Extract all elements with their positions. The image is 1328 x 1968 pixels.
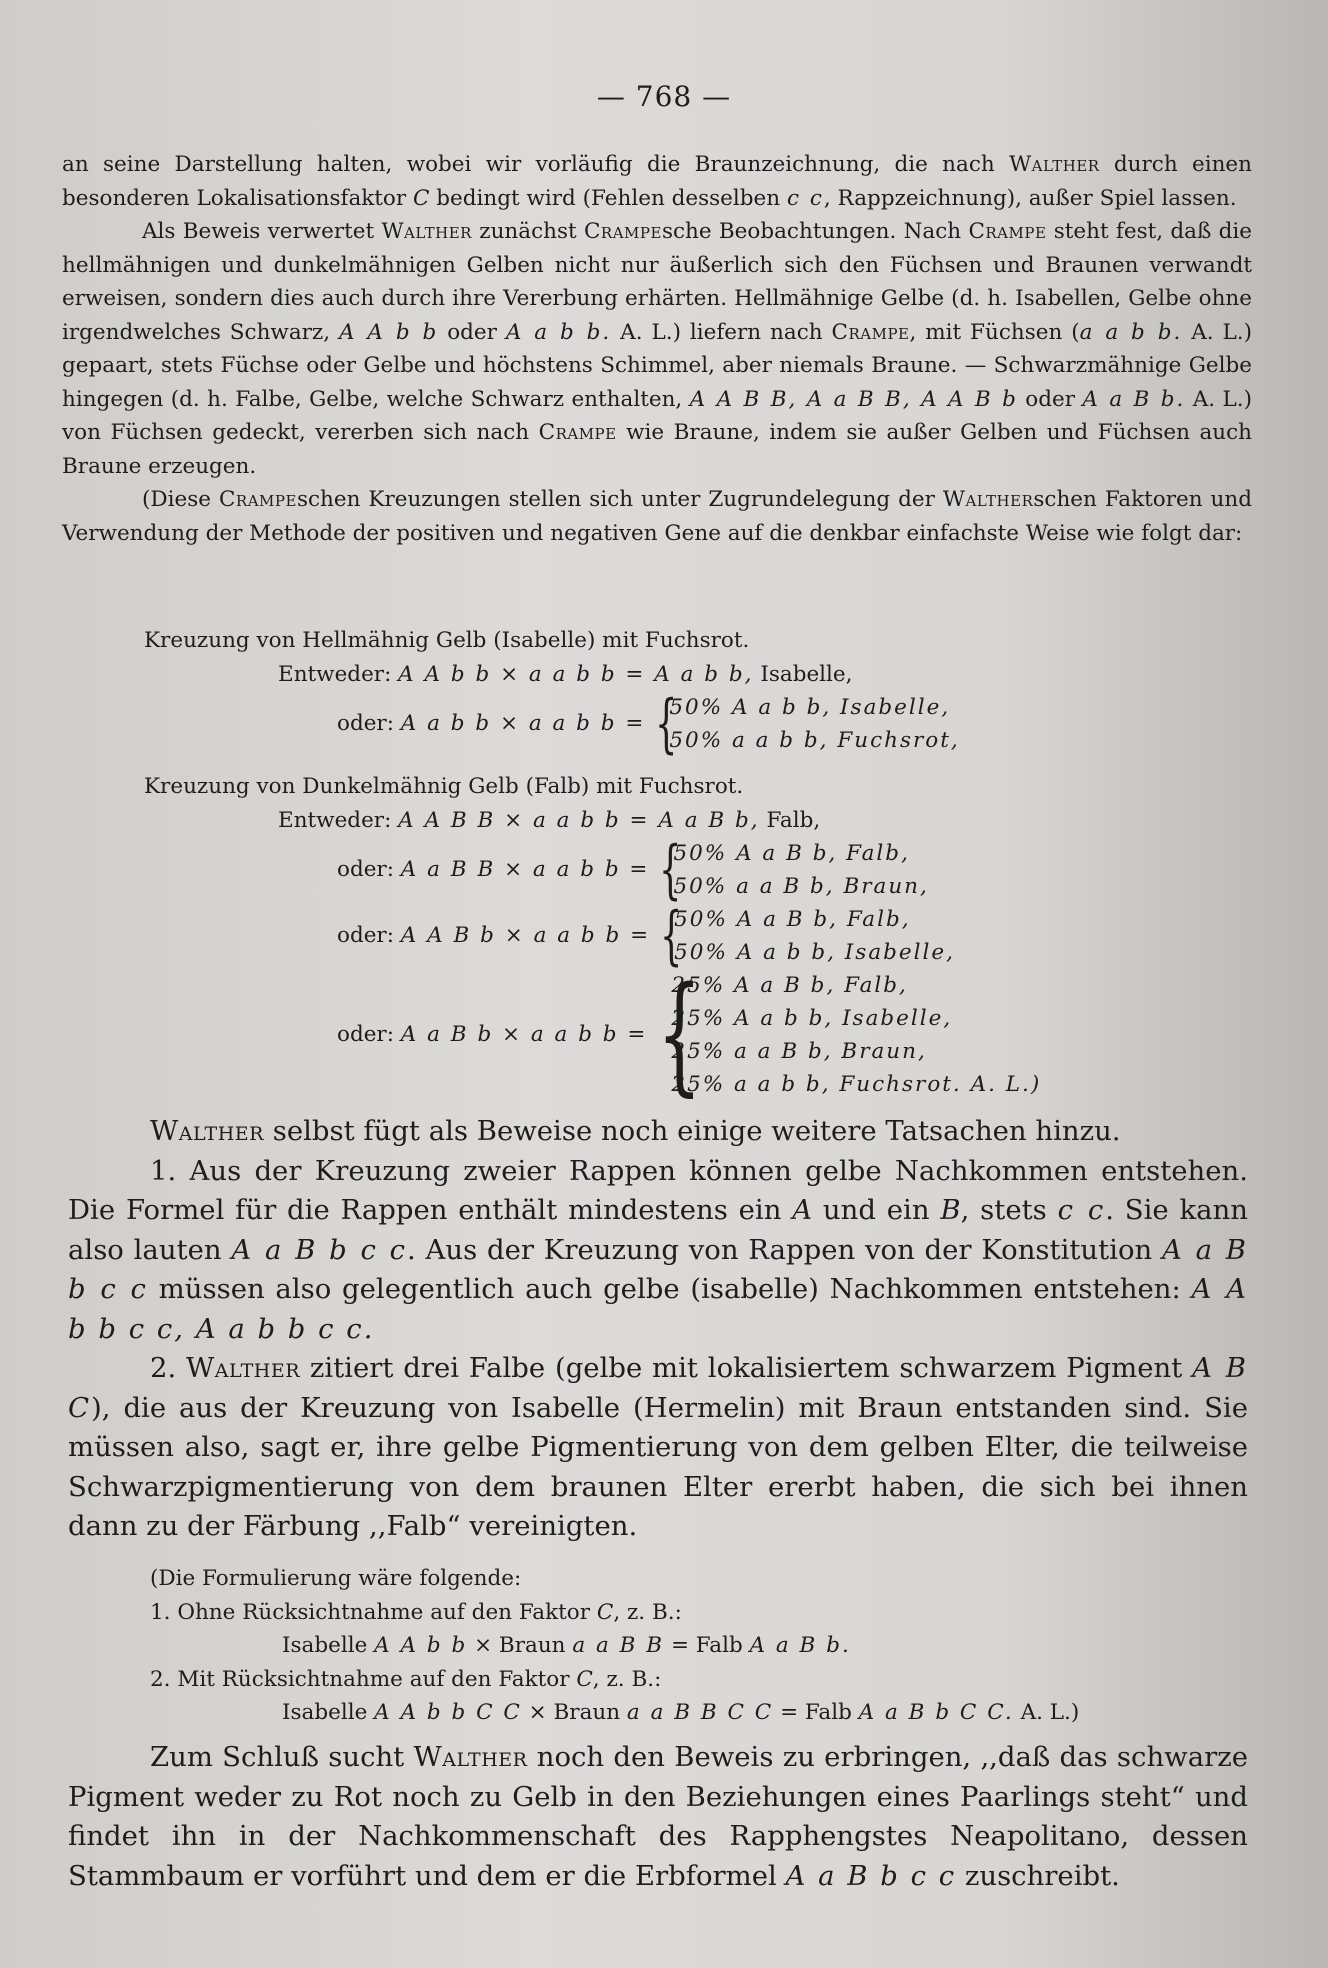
author-name: Crampe [968, 219, 1047, 244]
cross-2-block [62, 770, 1252, 1109]
cross-2-oder-1 [62, 833, 1252, 907]
text: Zum Schluß sucht [150, 1741, 414, 1773]
paragraph-1 [62, 148, 1252, 215]
oder-lhs [337, 919, 656, 953]
label: oder: [337, 857, 394, 883]
formula: A [792, 1194, 813, 1226]
text: und ein [812, 1194, 941, 1226]
text: × Braun [521, 1700, 627, 1725]
cross-1-oder [62, 687, 1252, 761]
small-print-block [62, 148, 1252, 550]
page-number: — 768 — [596, 80, 732, 113]
formulation-intro: (Die Formulierung wäre folgende: [150, 1566, 522, 1591]
text: (Diese [142, 487, 219, 512]
paragraph-4 [68, 1112, 1248, 1152]
formula: c c [786, 185, 824, 211]
text: A. L.) von Füchsen gedeckt, vererben sich nach [62, 386, 1253, 445]
formula: B [940, 1194, 961, 1226]
formula: A a B b c c [785, 1859, 957, 1892]
cross-2-entweder [62, 804, 1252, 838]
text: × Braun [467, 1633, 573, 1658]
case: 50% A a b b, Isabelle, [669, 695, 951, 720]
author-name: Crampe [218, 487, 297, 512]
formula: a a B B C C [626, 1700, 774, 1725]
formula: A a b b. [505, 319, 612, 345]
text: an seine Darstellung halten, wobei wir vorläufig die Braunzeichnung, die nach [62, 152, 1010, 177]
text: Isabelle [282, 1633, 375, 1658]
paragraph-2 [62, 215, 1252, 483]
result-cases [669, 691, 959, 757]
formula: A A b b c c, A a b b c c. [68, 1273, 1248, 1345]
result: Isabelle, [760, 661, 853, 687]
oder-lhs [337, 853, 655, 887]
text: oder [438, 319, 506, 345]
text: selbst fügt als Beweise noch einige weitere Tatsachen hinzu. [263, 1115, 1121, 1147]
text: . Sie kann also lauten [68, 1194, 1248, 1266]
text: oder [1017, 386, 1083, 412]
oder-lhs [337, 1018, 653, 1052]
text: = Falb [773, 1700, 859, 1725]
formula: A a B b c c [231, 1233, 408, 1266]
author-name: Walther [413, 1741, 528, 1773]
formulation-item-1-formula [150, 1629, 1250, 1663]
cross-2-oder-3 [62, 960, 1252, 1109]
author-name: Walther [186, 1352, 301, 1384]
result-cases [673, 837, 928, 903]
formula: A A B B × a a b b = A a B b, [398, 807, 760, 833]
formulation-item-2 [150, 1663, 1250, 1697]
label: 1. Ohne Rücksichtnahme auf den Faktor [150, 1599, 597, 1625]
formula: A A b b C C [374, 1700, 522, 1725]
formula: A a B b C C. [858, 1700, 1014, 1725]
formula: A a B b c c [68, 1233, 1249, 1305]
formula: A a B b × a a b b = [400, 1022, 648, 1048]
text: , z. B.: [592, 1666, 662, 1692]
author-name: Crampe [538, 420, 617, 445]
text: 2. [150, 1352, 187, 1384]
case: 25% a a B b, Braun, [671, 1039, 927, 1064]
result: Falb, [766, 807, 821, 833]
text: , mit Füchsen ( [909, 319, 1080, 345]
text: bedingt wird (Fehlen desselben [429, 185, 787, 211]
case: 25% A a b b, Isabelle, [671, 1006, 953, 1031]
formula: a a B B [572, 1633, 665, 1658]
author-name: Crampe [583, 219, 662, 244]
author-name: Walther [942, 487, 1034, 512]
formula: C [413, 185, 430, 211]
result-cases [674, 903, 955, 969]
text: schen Kreuzungen stellen sich unter Zugrundelegung der [296, 487, 943, 512]
author-name: Walther [381, 219, 472, 244]
case: 25% a a b b, Fuchsrot. A. L.) [671, 1072, 1042, 1097]
formula: A a B B × a a b b = [400, 857, 650, 883]
paragraph-3 [62, 483, 1252, 550]
text: , Rappzeichnung), außer Spiel lassen. [823, 185, 1237, 211]
cross-1-entweder [62, 658, 1252, 692]
author-name: Crampe [831, 319, 910, 345]
large-print-block-2 [68, 1738, 1248, 1896]
text: zuschreibt. [956, 1859, 1120, 1892]
label: 2. Mit Rücksichtnahme auf den Faktor [150, 1666, 577, 1692]
text: durch einen besonderen Lokalisationsfaktor [62, 152, 1253, 211]
cross-2-heading: Kreuzung von Dunkelmähnig Gelb (Falb) mit Fuchsrot. [144, 774, 744, 799]
text: Isabelle [282, 1700, 375, 1725]
text: müssen also gelegentlich auch gelbe (isabelle) Nachkommen entstehen: [147, 1273, 1192, 1305]
formula: c c [1057, 1194, 1106, 1226]
cross-1-block [62, 624, 1252, 761]
author-name: Walther [1009, 152, 1100, 177]
formula: C [576, 1666, 593, 1692]
label: oder: [337, 923, 394, 949]
label: oder: [337, 1022, 394, 1048]
case: 50% A a B b, Falb, [673, 841, 910, 866]
text: ), die aus der Kreuzung von Isabelle (Hermelin) mit Braun entstanden sind. Sie müssen also, sagt er, ihre gelbe Pigmentierung von dem gelben Elter, die teilweise Schwarzpigmentierung von dem braunen Elter ererbt haben, die sich bei ihnen dann zu der Färbung ,,Falb“ vereinigten. [68, 1391, 1248, 1542]
author-name: Walther [150, 1115, 264, 1147]
case: 50% a a B b, Braun, [673, 874, 929, 899]
formula: A B C [68, 1352, 1248, 1424]
text: noch den Beweis zu erbringen, ,,daß das schwarze Pigment weder zu Rot noch zu Gelb in den Beziehungen eines Paarlings steht“ und findet ihn in der Nachkommenschaft des Rapphengstes Neapolitano, dessen Stammbaum er vorführt und dem er die Erbformel [68, 1741, 1248, 1892]
text: . Aus der Kreuzung von Rappen von der Konstitution [407, 1233, 1163, 1266]
formula: A A B B, A a B B, A A B b [689, 386, 1018, 412]
left-brace: { [660, 899, 683, 973]
formula: A A b b [339, 319, 439, 345]
formula: A A b b [374, 1633, 468, 1658]
paragraph-5 [68, 1152, 1248, 1350]
formulation-item-2-formula [150, 1696, 1250, 1730]
left-brace: { [655, 687, 678, 761]
formulation-block [150, 1562, 1250, 1730]
text: wie Braune, indem sie außer Gelben und Füchsen auch Braune erzeugen. [62, 420, 1252, 479]
formula: A A B b × a a b b = [400, 923, 651, 949]
text: = Falb [664, 1633, 750, 1658]
paragraph-6 [68, 1349, 1248, 1547]
case: 25% A a B b, Falb, [671, 973, 908, 998]
text: A. L.) [1013, 1700, 1080, 1725]
result-cases [671, 969, 1041, 1101]
text: zitiert drei Falbe (gelbe mit lokalisiertem schwarzem Pigment [300, 1352, 1193, 1384]
text: 1. Aus der Kreuzung zweier Rappen können gelbe Nachkommen entstehen. Die Formel für die Rappen enthält mindestens ein [68, 1154, 1248, 1226]
formula: A a B b. [749, 1633, 851, 1658]
left-brace: { [659, 833, 682, 907]
text: schen Faktoren und Verwendung der Methode der positiven und negativen Gene auf die denkbar einfachste Weise wie folgt dar: [62, 487, 1252, 546]
formula: A A b b × a a b b = A a b b, [398, 661, 754, 687]
case: 50% A a B b, Falb, [674, 907, 911, 932]
text: Als Beweis verwertet [142, 219, 382, 244]
label: Entweder: [278, 807, 392, 833]
oder-lhs [337, 707, 651, 741]
text: A. L.) gepaart, stets Füchse oder Gelbe und höchstens Schimmel, aber niemals Braune. — Schwarzmähnige Gelbe hingegen (d. h. Falbe, Gelbe, welche Schwarz enthalten, [62, 319, 1253, 412]
text: , stets [960, 1194, 1058, 1226]
formula: C [596, 1599, 614, 1625]
large-print-block-1 [68, 1112, 1248, 1547]
case: 50% A a b b, Isabelle, [674, 940, 955, 965]
text: steht fest, daß die hellmähnigen und dunkelmähnigen Gelben nicht nur äußerlich sich den Füchsen und Braunen verwandt erweisen, sondern dies auch durch ihre Vererbung erhärten. Hellmähnige Gelbe (d. h. Isabellen, Gelbe ohne irgendwelches Schwarz, [62, 219, 1252, 345]
text: , z. B.: [613, 1599, 682, 1625]
label: oder: [337, 711, 394, 737]
text: sche Beobachtungen. Nach [661, 219, 969, 244]
label: Entweder: [278, 661, 392, 687]
text: zunächst [471, 219, 584, 244]
formula: A a b b × a a b b = [400, 711, 646, 737]
case: 50% a a b b, Fuchsrot, [669, 728, 960, 753]
formulation-item-1 [150, 1596, 1250, 1630]
left-brace: { [657, 960, 703, 1109]
cross-1-heading: Kreuzung von Hellmähnig Gelb (Isabelle) mit Fuchsrot. [144, 628, 750, 653]
text: A. L.) liefern nach [611, 319, 832, 345]
formula: a a b b. [1079, 319, 1183, 345]
formula: A a B b. [1082, 386, 1186, 412]
paragraph-7 [68, 1738, 1248, 1896]
